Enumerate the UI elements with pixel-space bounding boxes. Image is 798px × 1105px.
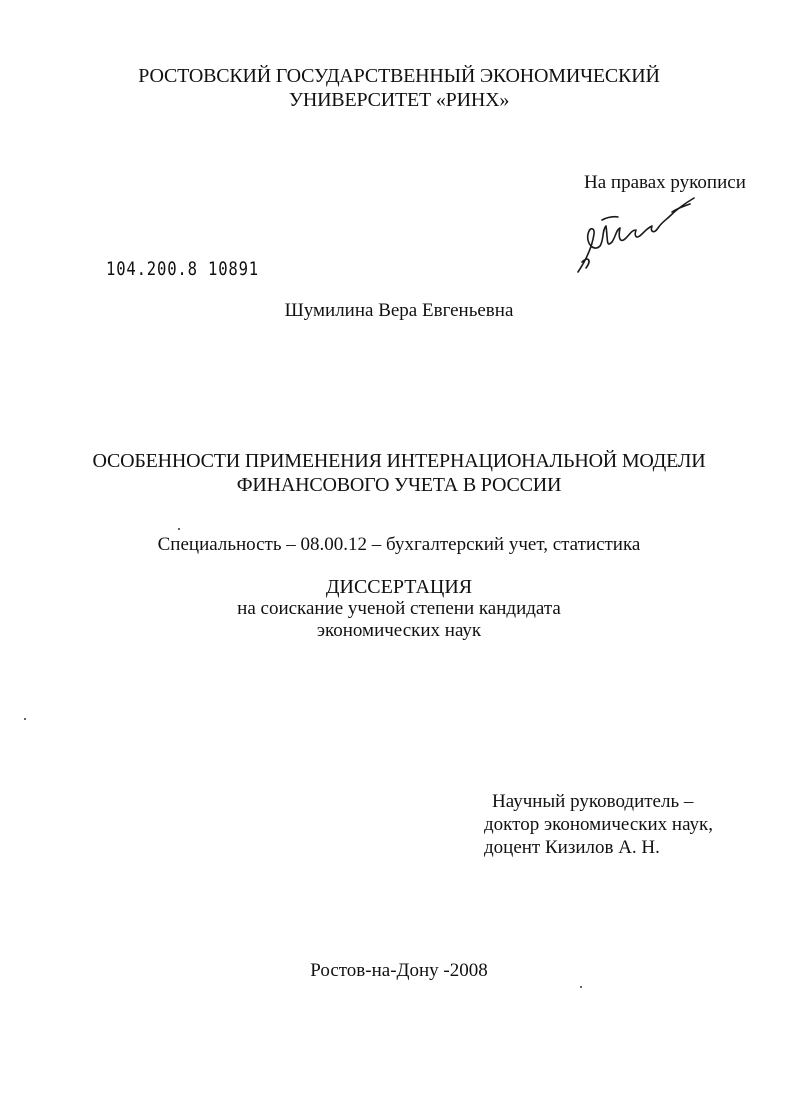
author-signature (572, 190, 702, 282)
university-name-line-1: РОСТОВСКИЙ ГОСУДАРСТВЕННЫЙ ЭКОНОМИЧЕСКИЙ (138, 65, 660, 87)
scan-speck (178, 528, 180, 530)
dissertation-title (0, 449, 798, 497)
scan-speck (24, 718, 26, 720)
city-and-year: Ростов-на-Дону -2008 (310, 960, 488, 981)
university-name-line-2: УНИВЕРСИТЕТ «РИНХ» (288, 89, 510, 111)
scan-speck (580, 986, 582, 988)
supervisor-line-2: доктор экономических наук, (484, 814, 714, 835)
registration-number-stamp: 104.200.8 10891 (106, 258, 260, 280)
university-header (0, 64, 798, 112)
title-line-1: ОСОБЕННОСТИ ПРИМЕНЕНИЯ ИНТЕРНАЦИОНАЛЬНОЙ МОДЕЛИ (92, 450, 706, 472)
degree-line-2: экономических наук (316, 620, 482, 641)
specialty-line: Специальность – 08.00.12 – бухгалтерский учет, статистика (157, 534, 641, 555)
title-line-2: ФИНАНСОВОГО УЧЕТА В РОССИИ (236, 474, 562, 496)
supervisor-line-1: Научный руководитель – (492, 791, 694, 812)
degree-line-1: на соискание ученой степени кандидата (237, 598, 561, 619)
dissertation-heading: ДИССЕРТАЦИЯ (325, 576, 473, 598)
dissertation-type-block (0, 576, 798, 642)
manuscript-rights-note: На правах рукописи (584, 172, 746, 193)
supervisor-line-3: доцент Кизилов А. Н. (484, 837, 660, 858)
supervisor-block (484, 790, 713, 859)
author-name: Шумилина Вера Евгеньевна (284, 300, 514, 321)
